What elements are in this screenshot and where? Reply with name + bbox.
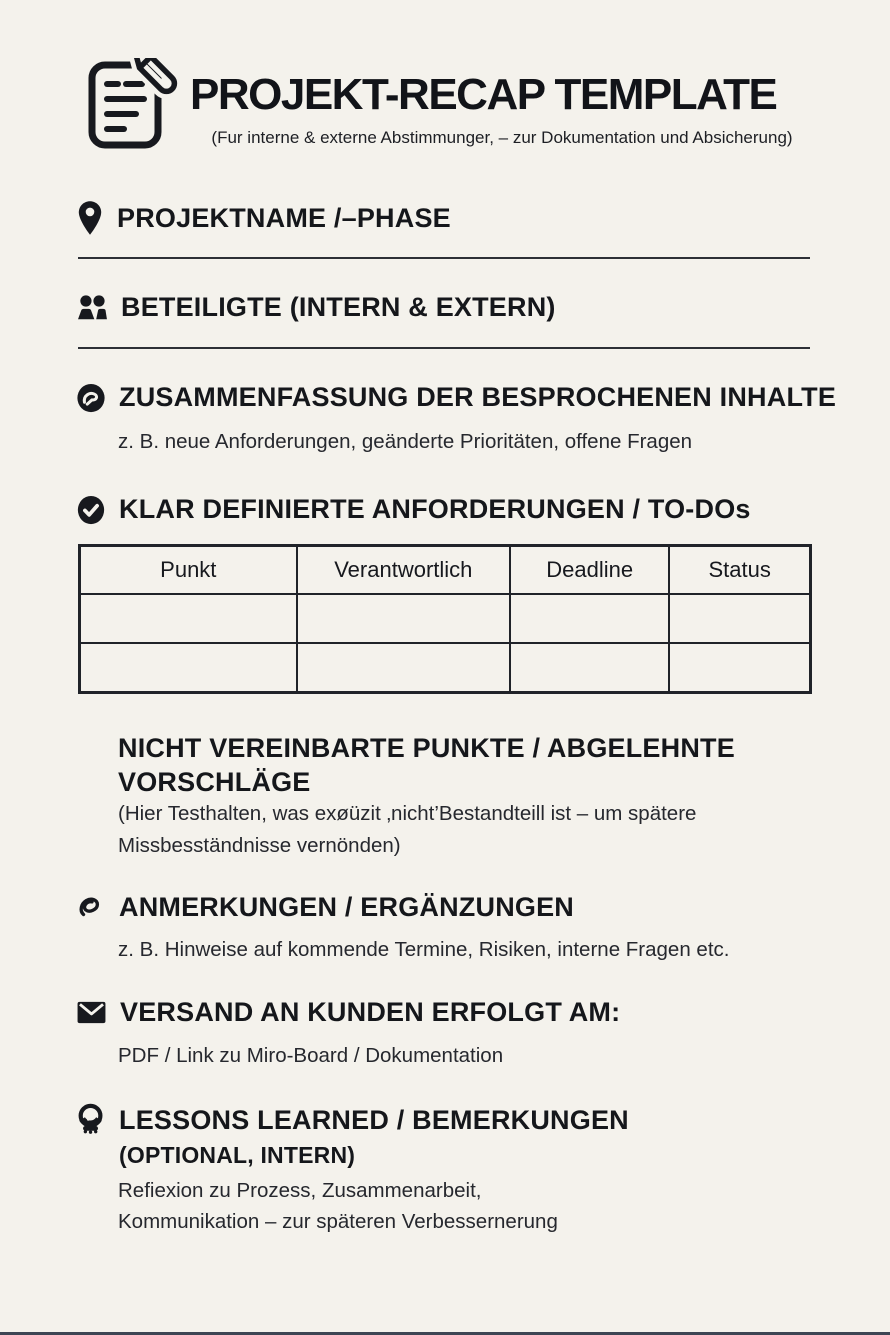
lightbulb-icon — [76, 1103, 106, 1135]
section-hint: z. B. Hinweise auf kommende Termine, Risiken, interne Fragen etc. — [118, 938, 730, 961]
envelope-icon — [76, 1000, 107, 1025]
page-subtitle: (Fur interne & externe Abstimmunger, – zur Dokumentation und Absicherung) — [211, 128, 793, 147]
note-pencil-icon — [78, 58, 184, 152]
map-pin-icon — [76, 199, 104, 237]
empty-cell — [510, 594, 669, 643]
section-title — [119, 1103, 629, 1171]
section-hint-line1: Refiexion zu Prozess, Zusammenarbeit, — [118, 1179, 482, 1202]
empty-cell — [669, 594, 810, 643]
section-title-line2: (OPTIONAL, INTERN) — [119, 1142, 356, 1168]
section-hint: z. B. neue Anforderungen, geänderte Prioritäten, offene Fragen — [118, 430, 693, 453]
table-header-row — [80, 546, 811, 594]
section-title: VERSAND AN KUNDEN ERFOLGT AM: — [120, 997, 621, 1027]
section-title-line2: VORSCHLÄGE — [118, 767, 311, 797]
section-title — [118, 731, 735, 799]
check-circle-icon — [76, 495, 106, 525]
section-hint-line2: Missbesständnisse vernönden) — [118, 834, 401, 857]
empty-cell — [80, 643, 297, 692]
section-title: ZUSAMMENFASSUNG DER BESPROCHENEN INHALTE — [119, 382, 837, 412]
section-lessons-learned — [76, 1103, 629, 1171]
people-icon — [76, 294, 108, 322]
section-title: ANMERKUNGEN / ERGÄNZUNGEN — [119, 891, 575, 922]
section-zusammenfassung — [76, 382, 836, 413]
empty-cell — [297, 594, 510, 643]
section-todos — [76, 494, 751, 525]
todo-table — [78, 544, 812, 694]
section-hint — [118, 1175, 558, 1237]
column-header-verantwortlich: Verantwortlich — [297, 546, 510, 594]
section-anmerkungen — [76, 891, 574, 923]
paperclip-icon — [76, 891, 106, 923]
section-hint: PDF / Link zu Miro-Board / Dokumentation — [118, 1044, 504, 1067]
section-title: KLAR DEFINIERTE ANFORDERUNGEN / TO-DOs — [119, 494, 751, 524]
table-row — [80, 643, 811, 692]
column-header-punkt: Punkt — [80, 546, 297, 594]
section-nicht-vereinbart — [118, 731, 735, 799]
page-title: PROJEKT-RECAP TEMPLATE — [190, 70, 777, 119]
empty-cell — [297, 643, 510, 692]
table-row — [80, 594, 811, 643]
section-hint — [118, 798, 696, 862]
section-versand — [76, 997, 620, 1028]
column-header-deadline: Deadline — [510, 546, 669, 594]
section-projektname — [76, 199, 451, 237]
section-title: PROJEKTNAME /–PHASE — [117, 202, 451, 233]
empty-cell — [80, 594, 297, 643]
speech-bubble-icon — [76, 383, 106, 413]
section-title-line1: LESSONS LEARNED / BEMERKUNGEN — [119, 1105, 629, 1135]
fill-in-line — [78, 257, 810, 259]
section-title: BETEILIGTE (INTERN & EXTERN) — [121, 292, 556, 322]
empty-cell — [669, 643, 810, 692]
empty-cell — [510, 643, 669, 692]
section-beteiligte — [76, 292, 556, 323]
section-hint-line1: (Hier Testhalten, was exøüzit ‚nicht’Bestandteill ist – um spätere — [118, 802, 697, 825]
section-hint-line2: Kommunikation – zur späteren Verbessernerung — [118, 1210, 558, 1233]
section-title-line1: NICHT VEREINBARTE PUNKTE / ABGELEHNTE — [118, 733, 735, 763]
column-header-status: Status — [669, 546, 810, 594]
fill-in-line — [78, 347, 810, 349]
